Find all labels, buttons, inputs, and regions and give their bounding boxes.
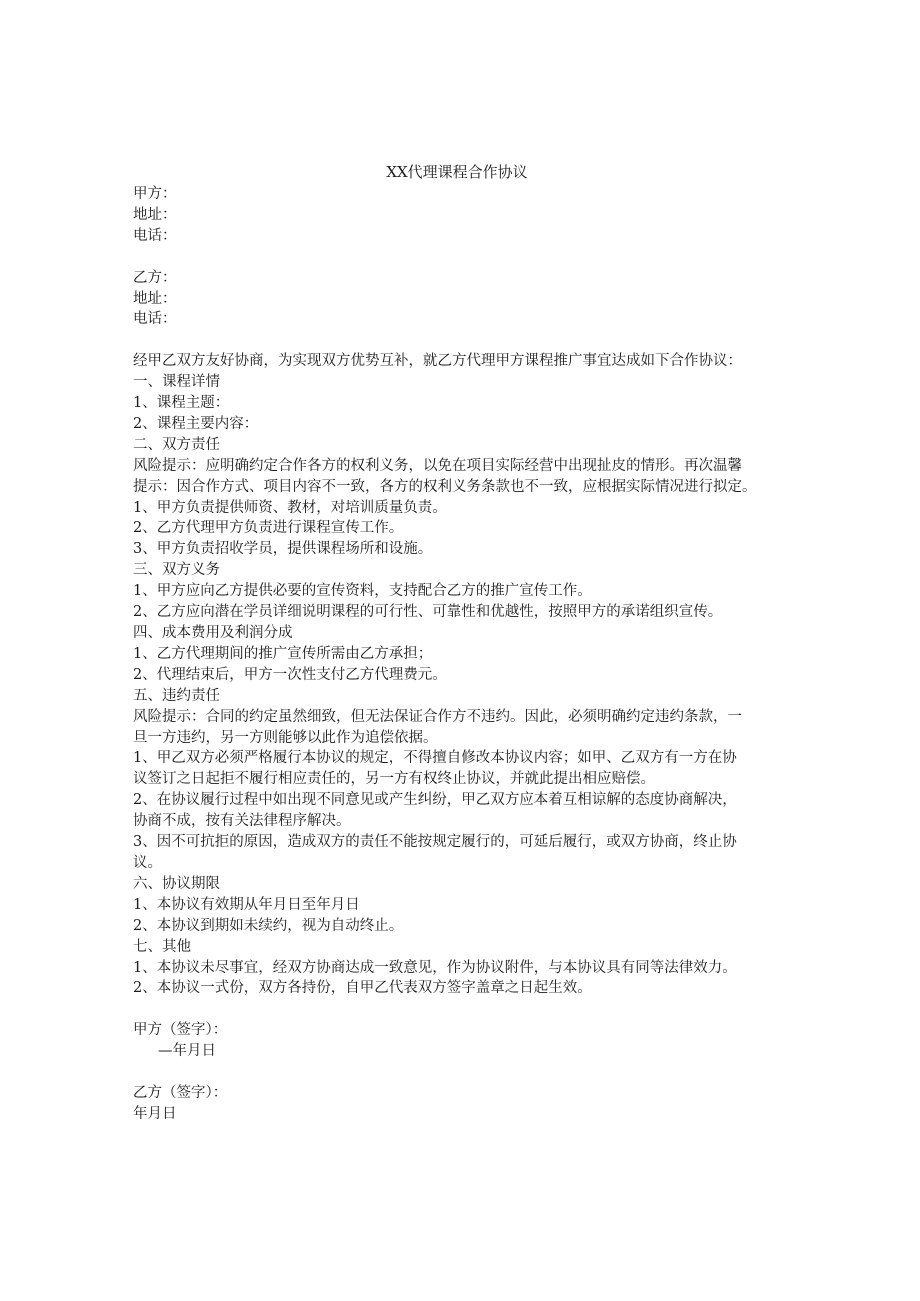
list-item-line: 1、甲乙双方必须严格履行本协议的规定，不得擅自修改本协议内容；如甲、乙双方有一方在协: [133, 750, 737, 767]
list-item: 2、乙方应向潜在学员详细说明课程的可行性、可靠性和优越性，按照甲方的承诺组织宣传。: [133, 604, 723, 621]
list-item: 1、乙方代理期间的推广宣传所需由乙方承担；: [133, 645, 433, 662]
section-heading-course-details: 一、课程详情: [133, 374, 220, 391]
intro-paragraph: 经甲乙双方友好协商，为实现双方优势互补，就乙方代理甲方课程推广事宜达成如下合作协议：: [133, 353, 742, 370]
list-item: 2、课程主要内容：: [133, 415, 259, 432]
party-b-label: 乙方：: [133, 269, 177, 286]
spacer: [133, 330, 793, 351]
risk-note-line: 风险提示：应明确约定合作各方的权利义务，以免在项目实际经营中出现扯皮的情形。再次温馨: [133, 457, 742, 474]
list-item: 1、甲方应向乙方提供必要的宣传资料，支持配合乙方的推广宣传工作。: [133, 583, 592, 600]
party-b-address: 地址：: [133, 290, 177, 307]
risk-note-line: 风险提示：合同的约定虽然细致，但无法保证合作方不违约。因此，必须明确约定违约条款，一: [133, 708, 742, 725]
section-heading-other: 七、其他: [133, 938, 191, 955]
spacer: [133, 247, 793, 268]
party-b-phone: 电话：: [133, 311, 177, 328]
party-a-signature-date: —年月日: [158, 1043, 216, 1060]
list-item: 2、代理结束后，甲方一次性支付乙方代理费元。: [133, 666, 447, 683]
party-a-address: 地址：: [133, 206, 177, 223]
list-item: 1、本协议未尽事宜，经双方协商达成一致意见，作为协议附件，与本协议具有同等法律效力。: [133, 959, 737, 976]
list-item: 2、本协议一式份，双方各持份，自甲乙代表双方签字盖章之日起生效。: [133, 980, 592, 997]
list-item-line: 3、因不可抗拒的原因，造成双方的责任不能按规定履行的，可延后履行，或双方协商，终止协: [133, 834, 737, 851]
list-item: 1、本协议有效期从年月日至年月日: [133, 896, 360, 913]
risk-note-line: 提示：因合作方式、项目内容不一致，各方的权利义务条款也不一致，应根据实际情况进行拟定。: [133, 478, 757, 495]
list-item-line: 协商不成，按有关法律程序解决。: [133, 813, 351, 830]
party-a-label: 甲方：: [133, 186, 177, 202]
contract-document: [133, 160, 793, 1125]
list-item: 3、甲方负责招收学员，提供课程场所和设施。: [133, 541, 433, 558]
list-item: 1、甲方负责提供师资、教材，对培训质量负责。: [133, 499, 447, 516]
spacer: [133, 1062, 793, 1083]
list-item: 2、乙方代理甲方负责进行课程宣传工作。: [133, 520, 404, 537]
section-heading-liability: 五、违约责任: [133, 687, 220, 704]
list-item: 2、本协议到期如未续约，视为自动终止。: [133, 917, 404, 934]
document-title: XX代理课程合作协议: [386, 163, 528, 181]
list-item: 1、课程主题：: [133, 395, 230, 412]
spacer: [133, 999, 793, 1020]
risk-note-line: 旦一方违约，另一方则能够以此作为追偿依据。: [133, 729, 438, 746]
list-item-line: 议签订之日起拒不履行相应责任的，另一方有权终止协议，并就此提出相应赔偿。: [133, 771, 655, 788]
section-heading-costs: 四、成本费用及利润分成: [133, 625, 293, 641]
section-heading-term: 六、协议期限: [133, 875, 220, 892]
section-heading-obligations: 三、双方义务: [133, 562, 220, 579]
party-b-signature-label: 乙方（签字）：: [133, 1084, 228, 1101]
party-a-phone: 电话：: [133, 227, 177, 244]
section-heading-responsibilities: 二、双方责任: [133, 436, 220, 453]
party-a-signature-label: 甲方（签字）：: [133, 1022, 228, 1039]
party-b-signature-date: 年月日: [133, 1105, 177, 1122]
list-item-line: 2、在协议履行过程中如出现不同意见或产生纠纷，甲乙双方应本着互相谅解的态度协商解决，: [133, 792, 737, 809]
list-item-line: 议。: [133, 854, 162, 871]
